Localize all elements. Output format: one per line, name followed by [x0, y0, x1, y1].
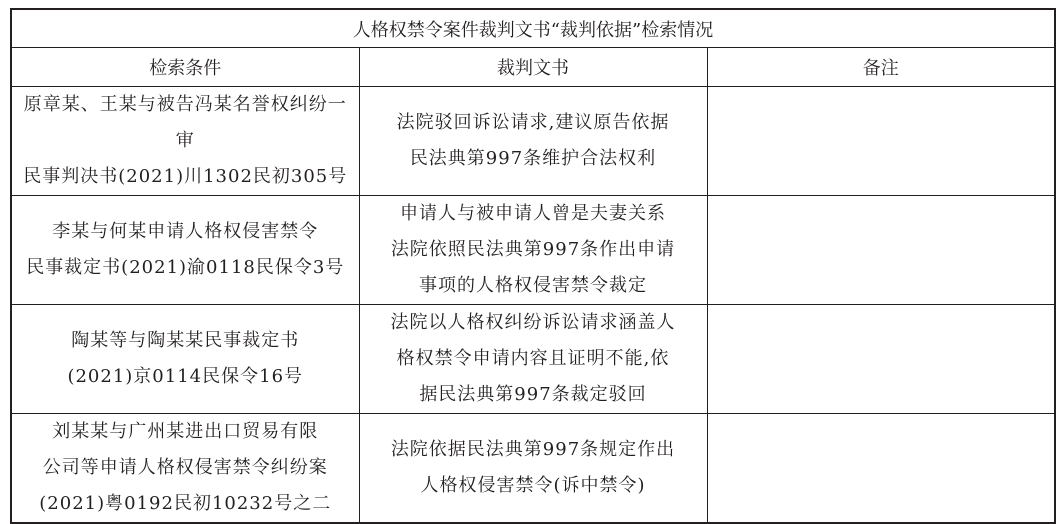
table-row — [11, 87, 1055, 196]
cell-judgment — [359, 414, 707, 524]
cell-text-line: 据民法典第997条裁定驳回 — [419, 384, 647, 405]
document-table-wrapper — [10, 8, 1056, 524]
cell-condition — [11, 305, 359, 414]
cell-text-line: 法院依据民法典第997条规定作出 — [390, 439, 676, 460]
table-row — [11, 196, 1055, 305]
cell-text-line: (2021)京0114民保令16号 — [67, 366, 304, 387]
cell-condition — [11, 414, 359, 524]
cell-text-line: 公司等申请人格权侵害禁令纠纷案 — [42, 457, 328, 478]
cell-judgment — [359, 87, 707, 196]
table-row — [11, 414, 1055, 524]
cell-text-line: 申请人与被申请人曾是夫妻关系 — [400, 203, 666, 224]
cell-text-line: 民事判决书(2021)川1302民初305号 — [23, 166, 348, 187]
cell-text-line: (2021)粤0192民初10232号之二 — [39, 493, 332, 514]
cell-text-line: 法院以人格权纠纷诉讼请求涵盖人 — [390, 312, 676, 333]
search-results-table — [10, 8, 1056, 524]
cell-condition — [11, 196, 359, 305]
cell-note — [707, 414, 1055, 524]
cell-condition — [11, 87, 359, 196]
cell-text-line: 格权禁令申请内容且证明不能,依 — [396, 348, 670, 369]
header-search-condition: 检索条件 — [11, 48, 359, 87]
cell-text-line: 事项的人格权侵害禁令裁定 — [419, 275, 647, 296]
header-judgment-document: 裁判文书 — [359, 48, 707, 87]
cell-note — [707, 87, 1055, 196]
cell-text-line: 人格权侵害禁令(诉中禁令) — [420, 475, 646, 496]
cell-text-line: 李某与何某申请人格权侵害禁令 — [52, 221, 319, 242]
table-header-row — [11, 48, 1055, 87]
cell-text-line: 法院驳回诉讼请求,建议原告依据 — [396, 112, 670, 133]
cell-judgment — [359, 305, 707, 414]
cell-text-line: 原章某、王某与被告冯某名誉权纠纷一审 — [23, 94, 347, 151]
table-title-row — [11, 9, 1055, 48]
cell-text-line: 民事裁定书(2021)渝0118民保令3号 — [26, 257, 345, 278]
table-row — [11, 305, 1055, 414]
cell-note — [707, 196, 1055, 305]
cell-text-line: 民法典第997条维护合法权利 — [409, 148, 657, 169]
table-title: 人格权禁令案件裁判文书“裁判依据”检索情况 — [11, 9, 1055, 48]
cell-text-line: 法院依照民法典第997条作出申请 — [390, 239, 676, 260]
cell-note — [707, 305, 1055, 414]
cell-judgment — [359, 196, 707, 305]
header-remarks: 备注 — [707, 48, 1055, 87]
cell-text-line: 刘某某与广州某进出口贸易有限 — [52, 421, 319, 442]
cell-text-line: 陶某等与陶某某民事裁定书 — [71, 330, 300, 351]
